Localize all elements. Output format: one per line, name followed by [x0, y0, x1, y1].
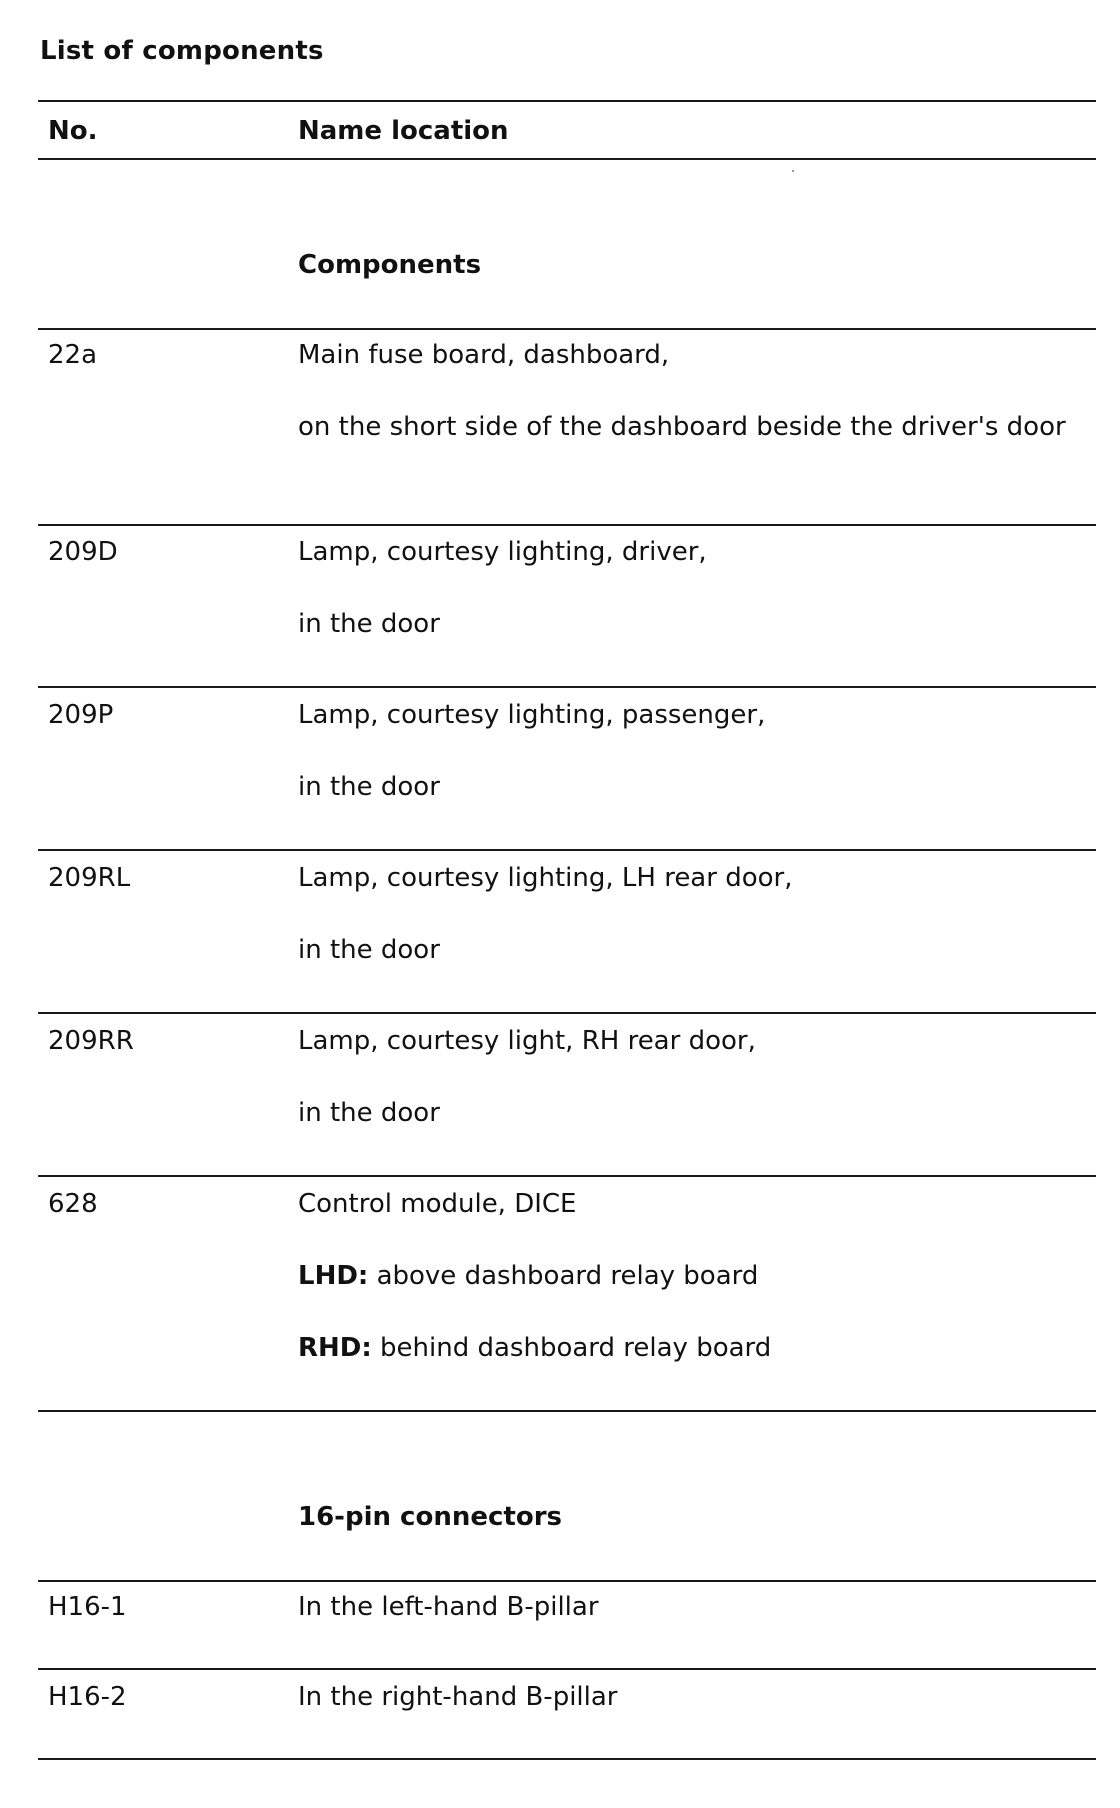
section-title-connectors: 16-pin connectors — [298, 1502, 562, 1532]
header-bottom-rule — [38, 158, 1096, 160]
column-header-no: No. — [48, 116, 98, 146]
component-name: Control module, DICE — [298, 1189, 577, 1219]
component-number: 209RR — [48, 1026, 134, 1056]
component-location: in the door — [298, 772, 440, 802]
row-divider — [38, 686, 1096, 688]
component-number: 628 — [48, 1189, 98, 1219]
row-divider — [38, 1410, 1096, 1412]
lhd-label: LHD: — [298, 1261, 369, 1291]
component-location: on the short side of the dashboard beside the driver's door — [298, 412, 1066, 442]
lhd-location: above dashboard relay board — [376, 1261, 759, 1291]
component-name: Main fuse board, dashboard, — [298, 340, 670, 370]
section-title-components: Components — [298, 250, 482, 280]
component-number: 209P — [48, 700, 114, 730]
row-divider — [38, 1175, 1096, 1177]
component-location: in the door — [298, 1098, 440, 1128]
scan-speck — [792, 170, 794, 172]
row-divider — [38, 1580, 1096, 1582]
table-top-rule — [38, 100, 1096, 102]
component-location: in the door — [298, 609, 440, 639]
component-name: Lamp, courtesy light, RH rear door, — [298, 1026, 756, 1056]
component-number: 22a — [48, 340, 98, 370]
row-divider — [38, 328, 1096, 330]
row-divider — [38, 849, 1096, 851]
component-name: Lamp, courtesy lighting, LH rear door, — [298, 863, 793, 893]
row-divider — [38, 1012, 1096, 1014]
column-header-name-location: Name location — [298, 116, 509, 146]
component-name: Lamp, courtesy lighting, driver, — [298, 537, 707, 567]
component-location-rhd — [298, 1331, 771, 1365]
component-name: Lamp, courtesy lighting, passenger, — [298, 700, 766, 730]
component-number: 209D — [48, 537, 118, 567]
component-location-lhd — [298, 1259, 758, 1293]
component-location: in the door — [298, 935, 440, 965]
component-number: 209RL — [48, 863, 131, 893]
row-divider — [38, 1668, 1096, 1670]
connector-number: H16-1 — [48, 1592, 127, 1622]
connector-number: H16-2 — [48, 1682, 127, 1712]
rhd-location: behind dashboard relay board — [380, 1333, 772, 1363]
connector-location: In the left-hand B-pillar — [298, 1592, 599, 1622]
rhd-label: RHD: — [298, 1333, 372, 1363]
page-title: List of components — [40, 36, 324, 66]
row-divider — [38, 524, 1096, 526]
connector-location: In the right-hand B-pillar — [298, 1682, 618, 1712]
table-bottom-rule — [38, 1758, 1096, 1760]
